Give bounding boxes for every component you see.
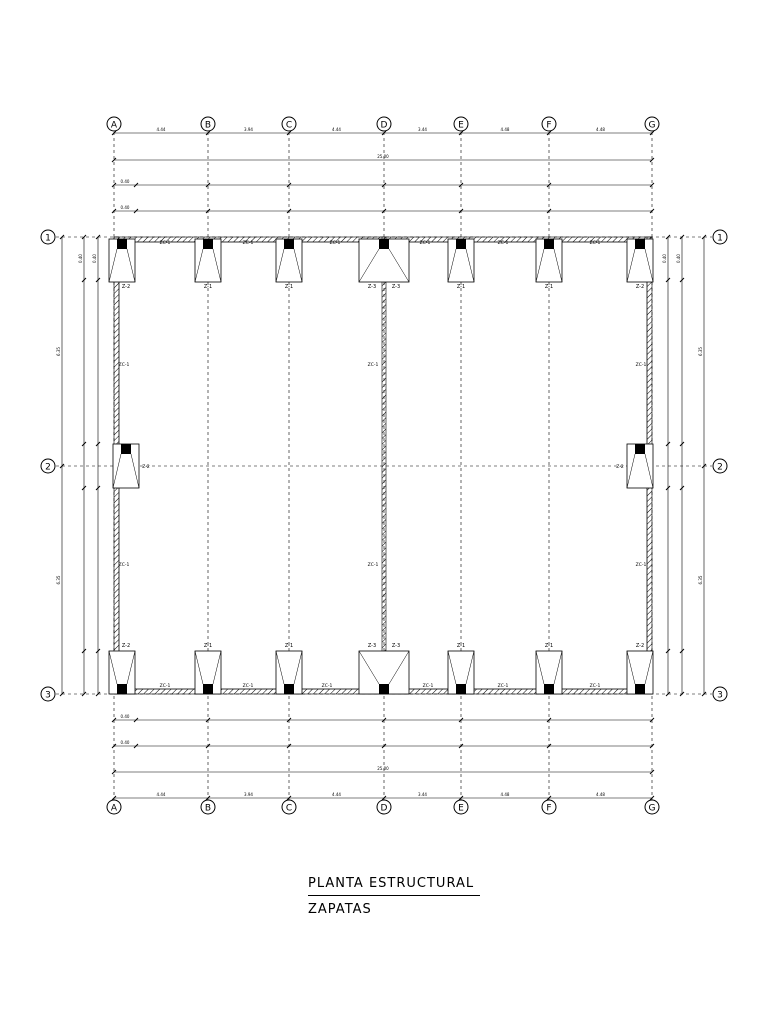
tag-bottom-3: Z-3 [367,643,377,649]
title-underline [308,895,480,896]
drawing-title-block [308,876,483,918]
dim-left-rows-label-0: 6.35 [56,347,61,356]
footing-top-F [536,239,562,282]
axis-right-3-label: 3 [717,690,723,701]
dim-top-bays-label-1: 3.94 [244,127,253,132]
dim-right-rows-label-1: 6.35 [698,575,703,585]
dim-top-total-label-0: 25.00 [377,154,389,159]
dim-left-detail-2-label-0: 0.40 [92,254,97,263]
tag-bottom-2: Z-1 [284,643,294,649]
tag-wall-h-7: ZC-1 [242,684,254,689]
tag-top-4: Z-3 [391,284,401,290]
footing-bottom-A-column [117,684,127,694]
footing-bottom-G-column [635,684,645,694]
tag-top-3: Z-3 [367,284,377,290]
tag-wall-v-4: ZC-1 [635,363,647,368]
tag-top-5: Z-1 [456,284,466,290]
axis-top-G-label: G [648,120,656,131]
tag-wall-h-9: ZC-1 [422,684,434,689]
footing-top-B-column [203,239,213,249]
footing-bottom-F [536,651,562,694]
footing-top-A [109,239,135,282]
tag-top-6: Z-1 [544,284,554,290]
footing-bottom-B [195,651,221,694]
footing-top-A-column [117,239,127,249]
footing-mid-G [627,444,653,488]
tag-bottom-1: Z-1 [203,643,213,649]
axis-bottom-A-label: A [110,803,118,814]
wall-footing-center [382,237,386,694]
axis-left-3-label: 3 [45,690,51,701]
footing-top-E-column [456,239,466,249]
tag-bottom-6: Z-1 [544,643,554,649]
axis-top-B-label: B [204,120,212,131]
dim-top-bays-label-3: 3.44 [418,127,427,132]
dim-bottom-total-label-0: 25.00 [377,766,389,771]
footing-bottom-A [109,651,135,694]
tag-top-7: Z-2 [635,284,645,290]
drawing-subtitle: ZAPATAS [308,902,372,917]
axis-bottom-G-label: G [648,803,656,814]
tag-wall-v-2: ZC-1 [367,363,379,368]
axis-top-D-label: D [380,120,388,131]
dim-right-rows-label-0: 6.35 [698,347,703,356]
footing-mid-G-column [635,444,645,454]
dim-bottom-bays-label-5: 4.48 [596,792,605,797]
footing-bottom-D [359,651,409,694]
dim-top-bays-label-0: 4.44 [156,127,166,132]
tag-bottom-4: Z-3 [391,643,401,649]
axis-bottom-C-label: C [285,803,293,814]
axis-right-1-label: 1 [717,233,723,244]
dimension-lines [56,127,706,800]
tag-wall-v-1: ZC-1 [118,563,130,568]
tag-wall-h-11: ZC-1 [589,684,601,689]
footing-bottom-E [448,651,474,694]
axis-top-C-label: C [285,120,293,131]
tag-top-0: Z-2 [121,284,131,290]
tag-mid-left: Z-2 [142,465,150,470]
isolated-footings [109,239,653,694]
dim-bottom-detail-2-label-0: 0.40 [120,740,130,745]
footing-bottom-C-column [284,684,294,694]
footing-top-G-column [635,239,645,249]
axis-right-2-label: 2 [717,462,723,473]
dim-right-detail-2-label-0: 0.40 [676,254,681,263]
tag-wall-v-3: ZC-1 [367,563,379,568]
tag-wall-h-8: ZC-1 [321,684,333,689]
tag-wall-h-10: ZC-1 [497,684,509,689]
dim-bottom-bays-label-2: 4.44 [332,792,341,797]
tag-wall-h-1: ZC-1 [242,241,254,246]
axis-top-A-label: A [110,120,118,131]
footing-top-D [359,239,409,282]
dim-bottom-bays-label-3: 3.44 [418,792,427,797]
footing-bottom-G [627,651,653,694]
dim-right-detail-label-0: 0.40 [662,254,667,263]
tag-wall-v-0: ZC-1 [118,363,130,368]
tag-wall-h-0: ZC-1 [159,241,171,246]
footing-bottom-F-column [544,684,554,694]
tag-wall-v-5: ZC-1 [635,563,647,568]
axis-top-E-label: E [458,120,464,131]
tag-wall-h-2: ZC-1 [329,241,341,246]
tag-bottom-7: Z-2 [635,643,645,649]
axis-bottom-B-label: B [204,803,212,814]
dim-top-detail-2-label-0: 0.40 [120,205,130,210]
dim-bottom-bays-label-4: 4.48 [500,792,510,797]
axis-bottom-E-label: E [458,803,464,814]
dim-left-detail-label-0: 0.40 [78,254,83,263]
footing-top-D-column [379,239,389,249]
axis-left-2-label: 2 [45,462,51,473]
tag-wall-h-6: ZC-1 [159,684,171,689]
drawing-title: PLANTA ESTRUCTURAL [308,876,475,891]
axis-bottom-F-label: F [546,803,552,814]
footing-top-E [448,239,474,282]
footing-bottom-B-column [203,684,213,694]
dim-top-bays-label-2: 4.44 [332,127,341,132]
dim-bottom-detail-1-label-0: 0.40 [120,714,130,719]
tag-top-2: Z-1 [284,284,294,290]
dim-top-bays-label-4: 4.48 [500,127,510,132]
footing-top-F-column [544,239,554,249]
footing-mid-A-column [121,444,131,454]
footing-mid-A [113,444,139,488]
axis-bottom-D-label: D [380,803,388,814]
footing-top-B [195,239,221,282]
footing-top-C [276,239,302,282]
footing-top-C-column [284,239,294,249]
dim-bottom-bays-label-1: 3.94 [244,792,253,797]
tag-wall-h-5: ZC-1 [589,241,601,246]
dim-top-bays-label-5: 4.48 [596,127,605,132]
footing-bottom-E-column [456,684,466,694]
footing-bottom-D-column [379,684,389,694]
axis-top-F-label: F [546,120,552,131]
footing-bottom-C [276,651,302,694]
dim-top-detail-1-label-0: 0.40 [120,179,130,184]
wall-footings [114,237,652,694]
dim-left-rows-label-1: 6.35 [56,575,61,585]
tag-mid-right: Z-2 [616,465,624,470]
axis-left-1-label: 1 [45,233,51,244]
tag-bottom-0: Z-2 [121,643,131,649]
tag-wall-h-3: ZC-1 [419,241,431,246]
footing-top-G [627,239,653,282]
tag-bottom-5: Z-1 [456,643,466,649]
tag-top-1: Z-1 [203,284,213,290]
tag-wall-h-4: ZC-1 [497,241,509,246]
dim-bottom-bays-label-0: 4.44 [156,792,166,797]
